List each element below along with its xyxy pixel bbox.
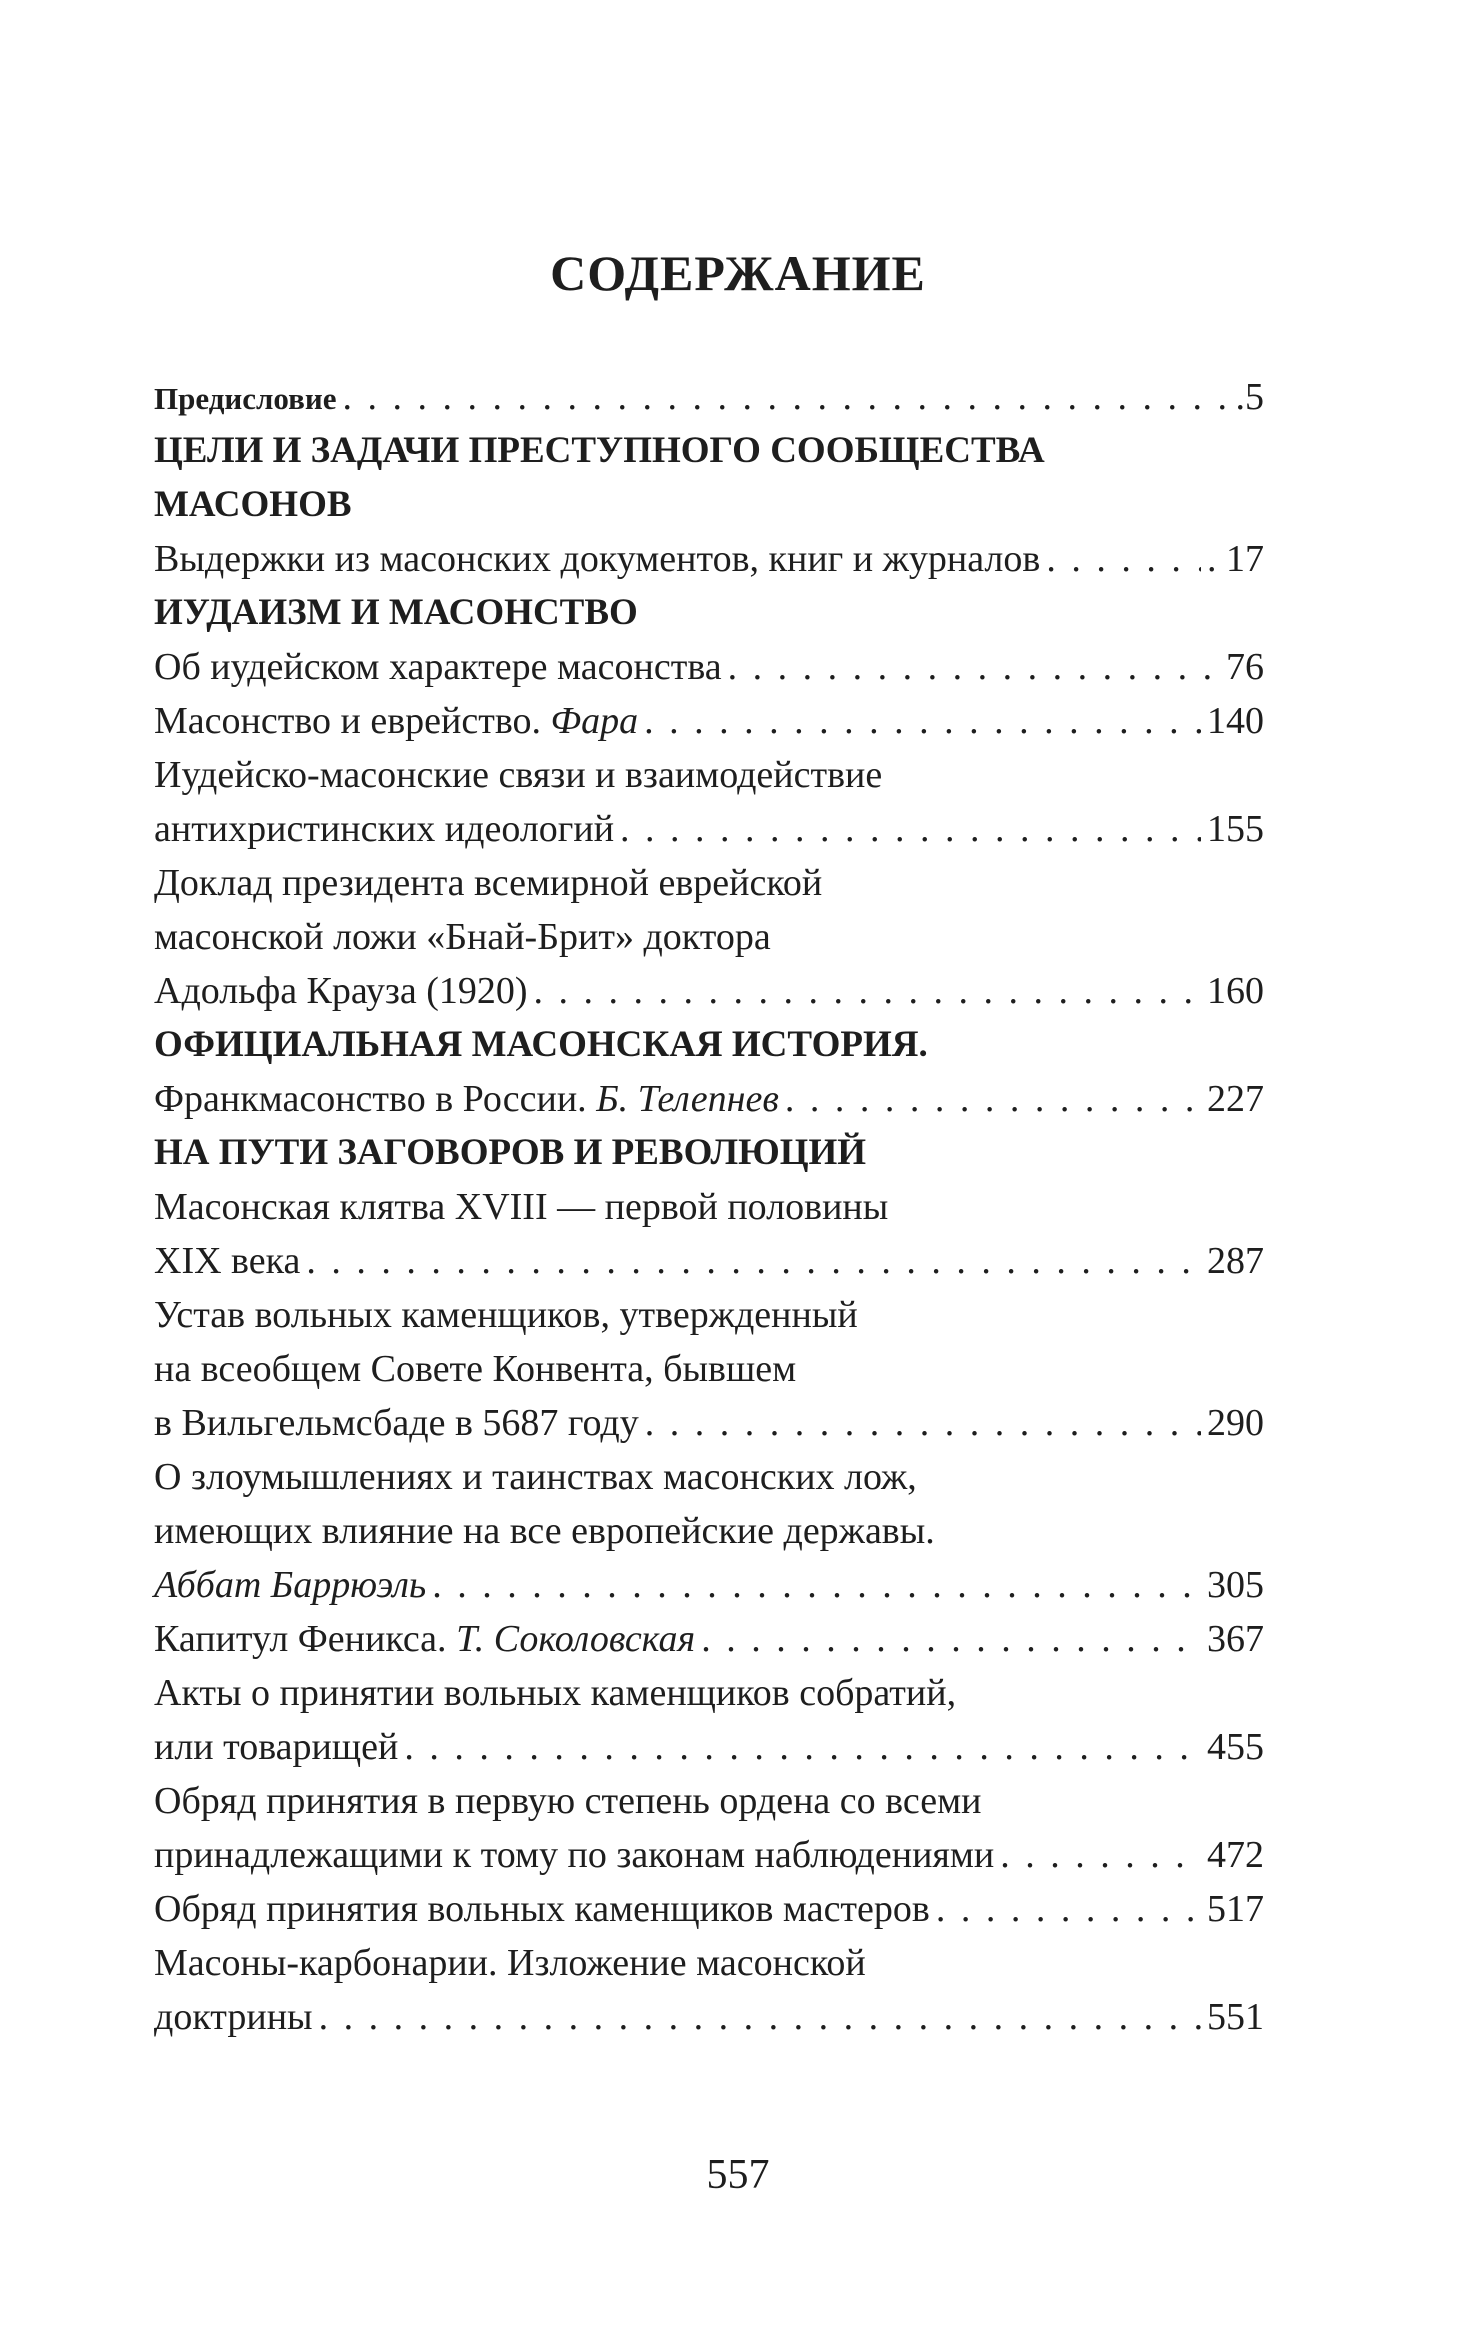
toc-entry: [154, 532, 1264, 586]
toc-page-number: 227: [1207, 1078, 1264, 1120]
toc-entry-text: Обряд принятия в первую степень ордена со всеми: [154, 1780, 982, 1822]
toc-entry-text: Масонская клятва XVIII — первой половины: [154, 1186, 889, 1228]
toc-entry-title: Адольфа Крауза (1920): [154, 970, 528, 1012]
dot-leader: [785, 1072, 1201, 1126]
toc-entry-title: Обряд принятия вольных каменщиков мастеров: [154, 1888, 930, 1930]
toc-entry-text: Доклад президента всемирной еврейской: [154, 862, 823, 904]
toc-entry-title: принадлежащими к тому по законам наблюдениями: [154, 1834, 995, 1876]
section-heading: [154, 1126, 1264, 1180]
toc-page-number: 517: [1207, 1888, 1264, 1930]
dot-leader: [306, 1234, 1201, 1288]
toc-entry: [154, 1882, 1264, 1936]
toc-page-number: 160: [1207, 970, 1264, 1012]
toc-entry-title: доктрины: [154, 1996, 313, 2038]
toc-entry: [154, 1234, 1264, 1288]
section-heading: [154, 424, 1264, 478]
toc-entry: [154, 640, 1264, 694]
toc-entry: [154, 964, 1264, 1018]
dot-leader: [1000, 1828, 1201, 1882]
toc-page-number: 76: [1226, 646, 1264, 688]
toc-entry-line: [154, 1450, 1264, 1504]
toc-page-number: . 17: [1207, 538, 1264, 580]
toc-entry-title: антихристинских идеологий: [154, 808, 615, 850]
toc-entry-text: имеющих влияние на все европейские державы.: [154, 1510, 935, 1552]
toc-entry-line: [154, 1342, 1264, 1396]
toc-entry-title: Об иудейском характере масонства: [154, 646, 722, 688]
toc-entry: [154, 1828, 1264, 1882]
toc-page-number: 140: [1207, 700, 1264, 742]
toc-entry-text: Акты о принятии вольных каменщиков собратий,: [154, 1672, 957, 1714]
dot-leader: [644, 694, 1201, 748]
toc-entry-line: [154, 856, 1264, 910]
toc-entry-title: [154, 1612, 695, 1666]
toc-entry-line: [154, 1180, 1264, 1234]
toc-entry-author: Б. Телепнев: [596, 1078, 779, 1120]
dot-leader: [319, 1990, 1201, 2044]
dot-leader: [1046, 532, 1201, 586]
section-heading-line: ЦЕЛИ И ЗАДАЧИ ПРЕСТУПНОГО СООБЩЕСТВА: [154, 430, 1045, 471]
toc-entry: [154, 1072, 1264, 1126]
toc-entry-text: Устав вольных каменщиков, утвержденный: [154, 1294, 858, 1336]
toc-entry-title: Выдержки из масонских документов, книг и журналов: [154, 538, 1041, 580]
toc-entry-line: [154, 1936, 1264, 1990]
section-heading-line: НА ПУТИ ЗАГОВОРОВ И РЕВОЛЮЦИЙ: [154, 1132, 867, 1173]
dot-leader: [701, 1612, 1201, 1666]
toc-entry: [154, 802, 1264, 856]
dot-leader: [343, 370, 1230, 424]
toc-entry-text: Франкмасонство в России.: [154, 1078, 587, 1120]
table-of-contents: [154, 370, 1264, 2044]
section-heading: [154, 586, 1264, 640]
toc-entry-line: [154, 1504, 1264, 1558]
toc-entry-line: [154, 1774, 1264, 1828]
toc-page-number: 287: [1207, 1240, 1264, 1282]
toc-entry-line: [154, 748, 1264, 802]
toc-entry-author: Фара: [550, 700, 639, 742]
toc-entry-title: в Вильгельмсбаде в 5687 году: [154, 1402, 639, 1444]
toc-entry-text: О злоумышлениях и таинствах масонских лож,: [154, 1456, 917, 1498]
toc-entry-text: Иудейско-масонские связи и взаимодействие: [154, 754, 883, 796]
dot-leader: [620, 802, 1201, 856]
toc-entry: [154, 1396, 1264, 1450]
toc-page-number: 472: [1207, 1834, 1264, 1876]
toc-page-number: 305: [1207, 1564, 1264, 1606]
toc-entry-text: на всеобщем Совете Конвента, бывшем: [154, 1348, 797, 1390]
toc-entry: [154, 694, 1264, 748]
toc-entry: [154, 1612, 1264, 1666]
section-heading-line: ИУДАИЗМ И МАСОНСТВО: [154, 592, 638, 633]
dot-leader: [728, 640, 1220, 694]
toc-page-number: 290: [1207, 1402, 1264, 1444]
dot-leader: [404, 1720, 1201, 1774]
toc-page-number: 455: [1207, 1726, 1264, 1768]
dot-leader: [645, 1396, 1201, 1450]
toc-page-number: .5: [1235, 376, 1264, 418]
toc-entry-text: масонской ложи «Бнай-Брит» доктора: [154, 916, 771, 958]
dot-leader: [432, 1558, 1201, 1612]
toc-entry-line: [154, 910, 1264, 964]
toc-entry-author: Аббат Баррюэль: [154, 1564, 427, 1606]
toc-page-number: 155: [1207, 808, 1264, 850]
toc-entry: [154, 1720, 1264, 1774]
dot-leader: [534, 964, 1201, 1018]
toc-entry: [154, 1990, 1264, 2044]
dot-leader: [936, 1882, 1201, 1936]
toc-page-number: 367: [1207, 1618, 1264, 1660]
section-heading-line: ОФИЦИАЛЬНАЯ МАСОНСКАЯ ИСТОРИЯ.: [154, 1024, 928, 1065]
section-heading-line: МАСОНОВ: [154, 484, 352, 525]
page-number: 557: [706, 2152, 770, 2198]
toc-entry-text: Капитул Феникса.: [154, 1618, 447, 1660]
toc-entry-title: Предисловие: [154, 381, 337, 416]
toc-entry-preface: [154, 370, 1264, 424]
toc-entry: [154, 1558, 1264, 1612]
toc-entry-line: [154, 1666, 1264, 1720]
toc-entry-text: Масоны-карбонарии. Изложение масонской: [154, 1942, 866, 1984]
toc-entry-title: или товарищей: [154, 1726, 399, 1768]
section-heading: [154, 1018, 1264, 1072]
toc-entry-author: Т. Соколовская: [456, 1618, 696, 1660]
page-title: СОДЕРЖАНИЕ: [550, 245, 926, 301]
toc-entry-title: XIX века: [154, 1240, 301, 1282]
toc-entry-text: Масонство и еврейство.: [154, 700, 542, 742]
toc-entry-title: [154, 1072, 779, 1126]
toc-page-number: 551: [1207, 1996, 1264, 2038]
section-heading: [154, 478, 1264, 532]
toc-entry-title: [154, 694, 638, 748]
toc-entry-line: [154, 1288, 1264, 1342]
